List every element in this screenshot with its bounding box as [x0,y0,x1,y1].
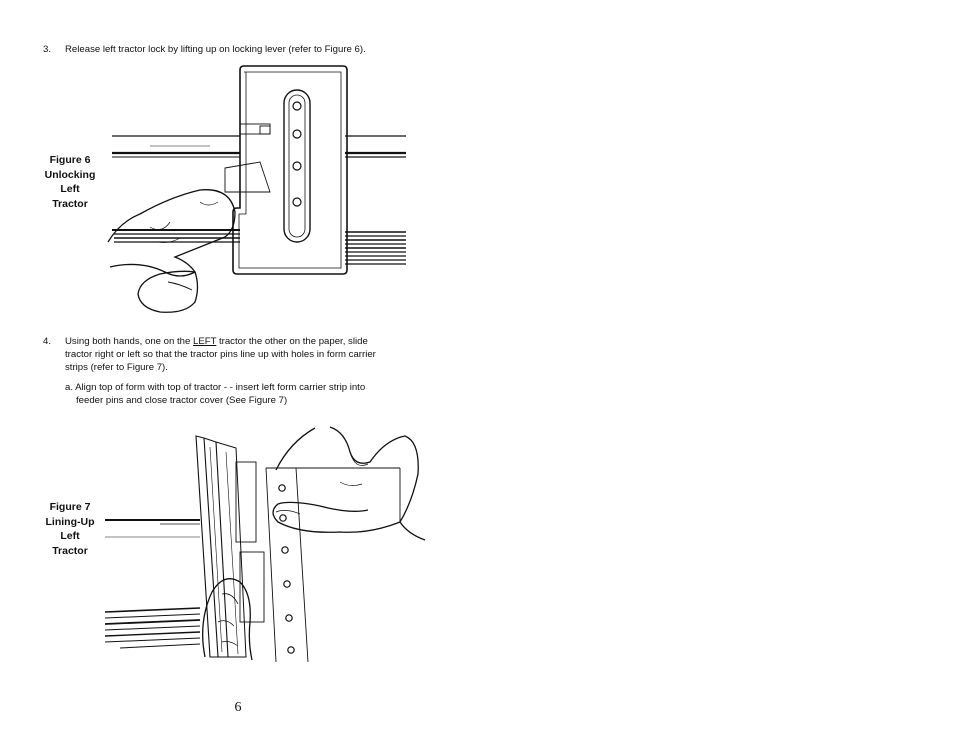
step-4-text-line3: strips (refer to Figure 7). [65,362,168,373]
lower-rail [105,608,200,612]
figure-6-caption-line: Left [60,183,80,195]
figure-7-illustration [100,422,430,662]
step-4a-line1: a. Align top of form with top of tractor - - insert left form carrier strip into [65,382,366,393]
form-carrier-strip [266,468,400,662]
step-4-text-after: tractor the other on the paper, slide [216,336,368,347]
step-3-text: Release left tractor lock by lifting up on locking lever (refer to Figure 6). [65,44,366,55]
step-4-text-before: Using both hands, one on the [65,336,194,347]
tractor-body [196,436,218,657]
page-number: 6 [234,700,242,715]
step-3 [43,43,423,57]
figure-7-caption-line: Left [60,530,80,542]
step-4a [65,381,435,409]
step-4-text [65,335,376,374]
figure-6-caption [30,153,110,211]
left-emphasis: LEFT [193,336,217,347]
step-4-number: 4. [43,336,52,347]
figure-7-caption-line: Tractor [52,544,88,557]
step-4a-line2: feeder pins and close tractor cover (See Figure 7) [76,395,288,406]
figure-7-caption-line: Lining-Up [45,515,95,528]
figure-7-title: Figure 7 [49,501,91,513]
figure-6-illustration [100,62,410,318]
step-3-number: 3. [43,44,52,55]
step-4 [43,335,433,379]
right-hand [276,427,425,540]
hand [108,190,235,276]
step-4-text-line2: tractor right or left so that the tractor pins line up with holes in form carrier [65,349,376,360]
figure-6-caption-line: Unlocking [44,168,96,181]
figure-7-caption [30,500,110,558]
tractor-lock-lever [233,66,347,274]
tractor-slot [284,90,310,242]
figure-6-caption-line: Tractor [52,197,88,210]
figure-6-title: Figure 6 [49,154,91,166]
